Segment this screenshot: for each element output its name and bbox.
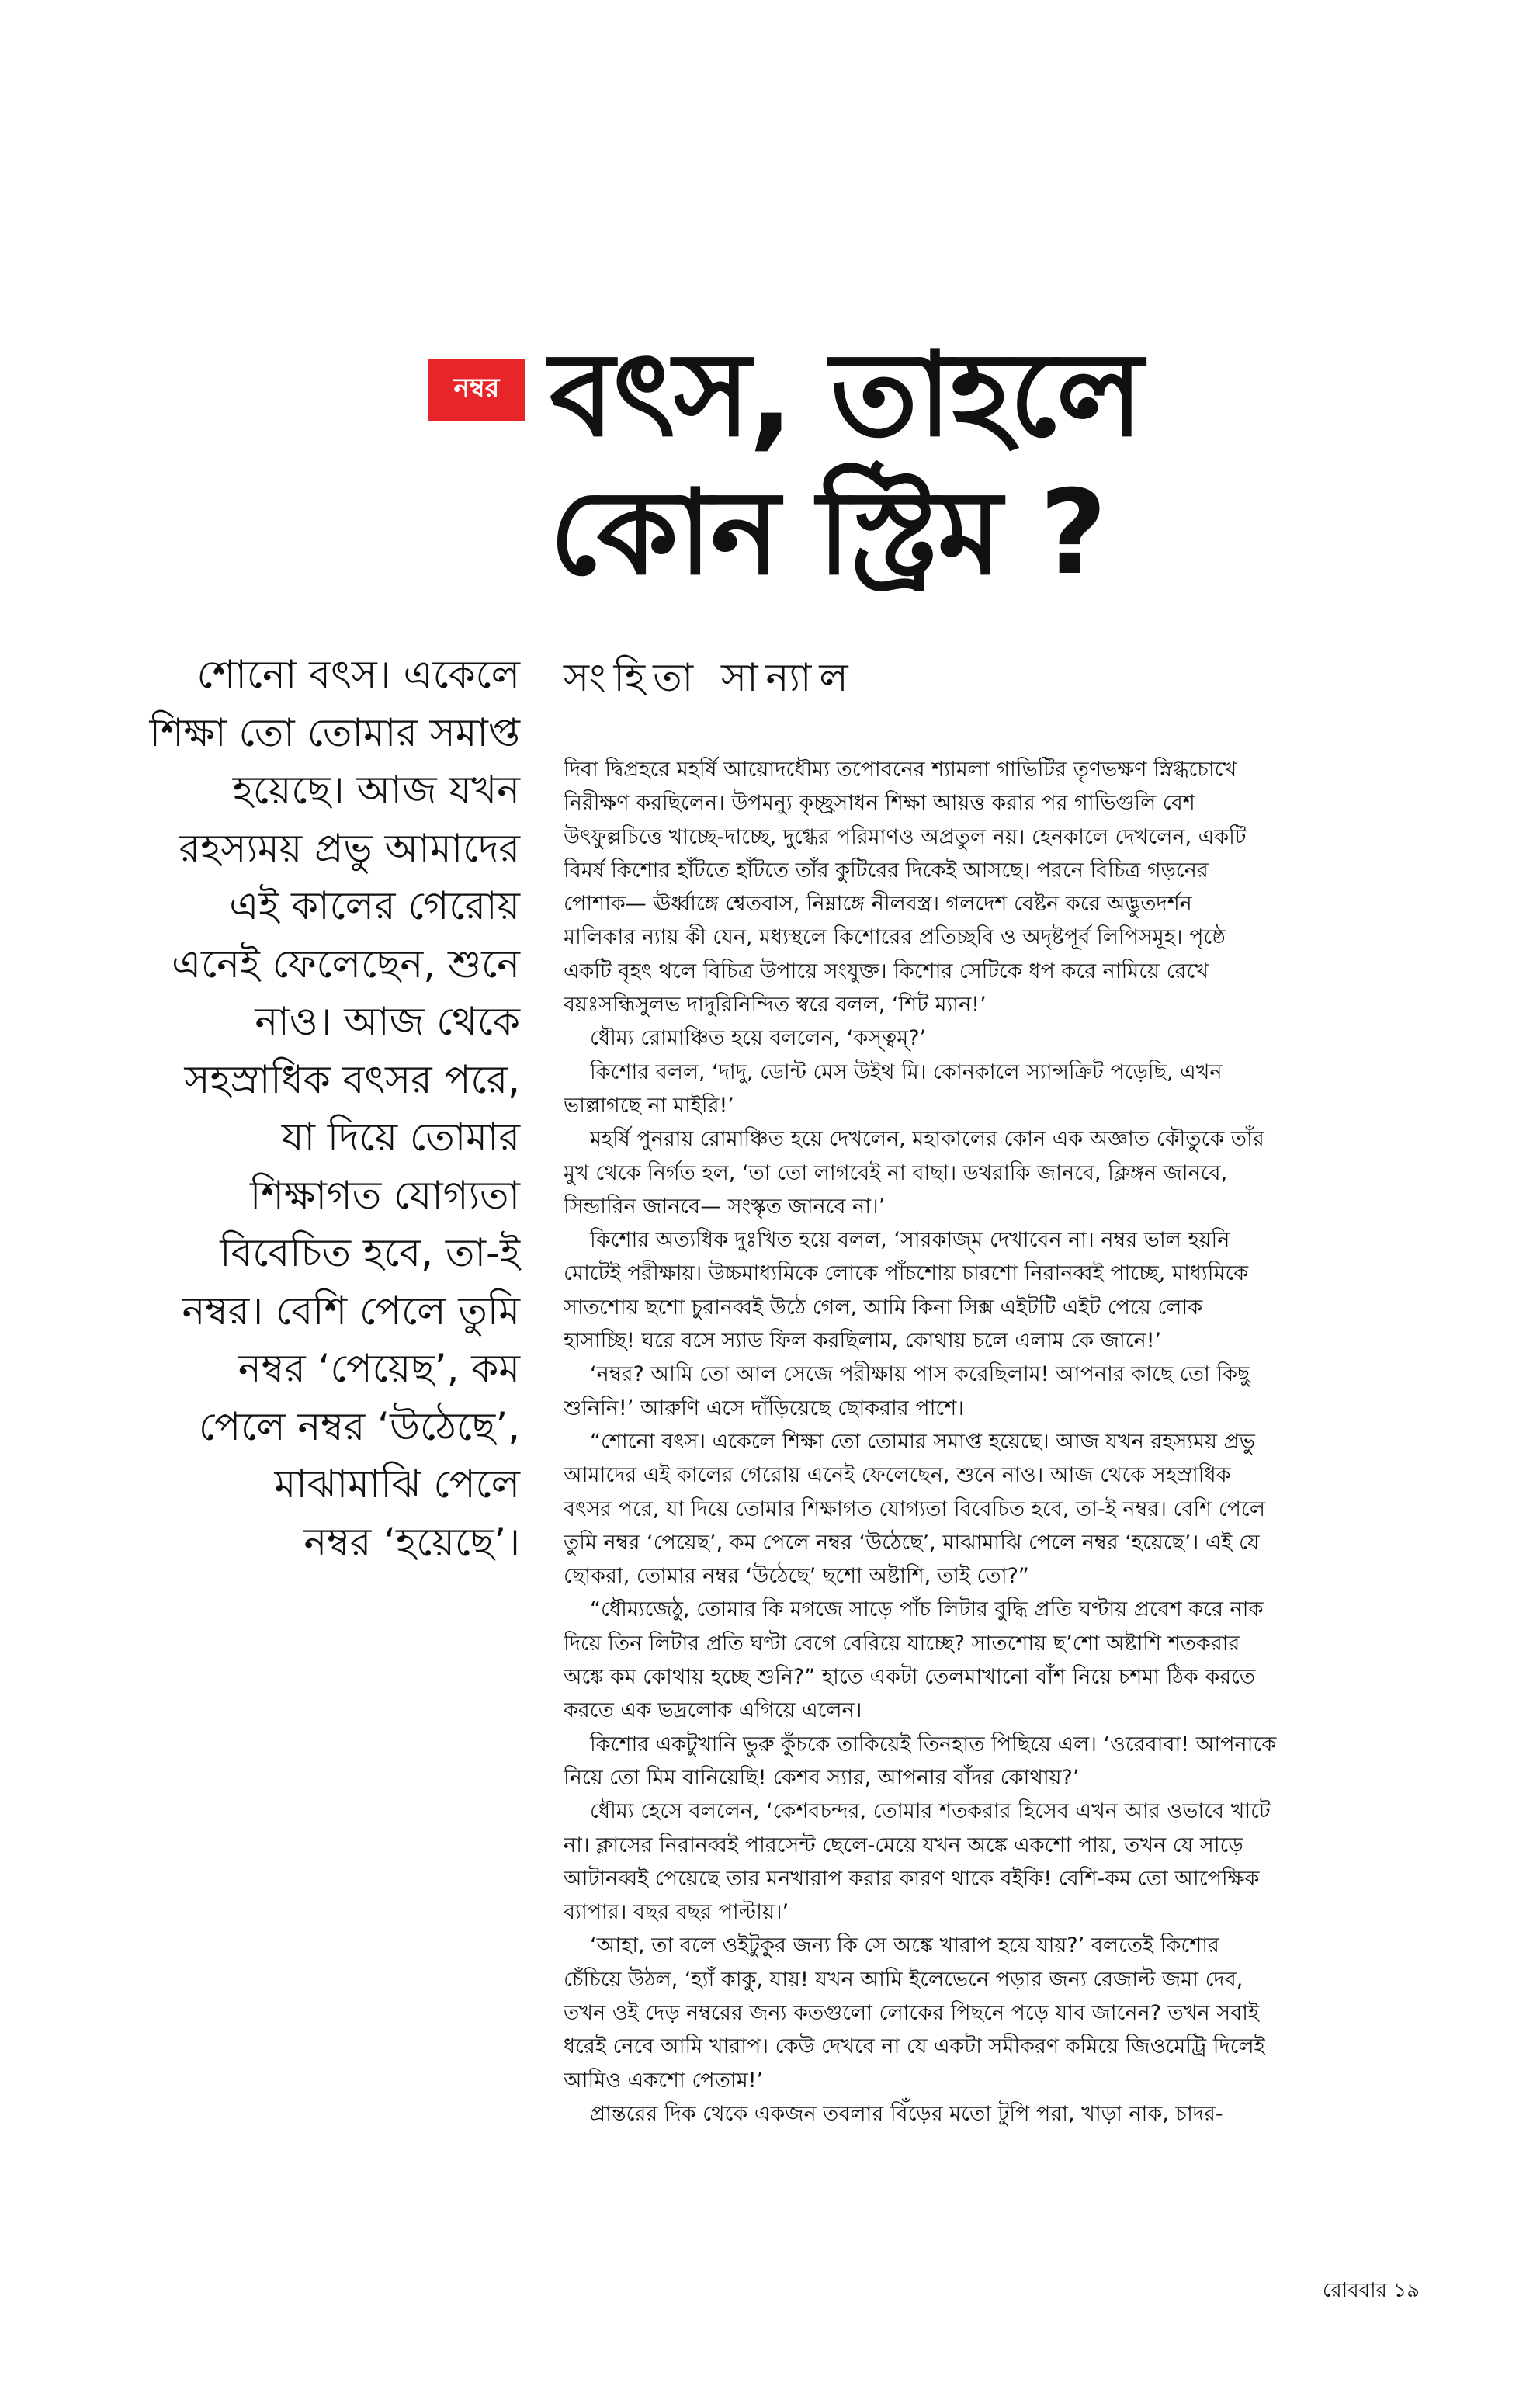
- body-line: নিয়ে তো মিম বানিয়েছি! কেশব স্যার, আপনার বাঁদর কোথায়?’: [564, 1765, 1080, 1790]
- body-line: চেঁচিয়ে উঠল, ‘হ্যাঁ কাকু, যায়! যখন আমি ইলেভেনে পড়ার জন্য রেজাল্ট জমা দেব,: [564, 1967, 1243, 1992]
- body-line: আমাদের এই কালের গেরোয় এনেই ফেলেছেন, শুনে নাও। আজ থেকে সহস্রাধিক: [564, 1463, 1231, 1488]
- body-line: সাতশোয় ছশো চুরানব্বই উঠে গেল, আমি কিনা সিক্স এইটটি এইট পেয়ে লোক: [564, 1295, 1203, 1320]
- body-line: ধৌম্য রোমাঞ্চিত হয়ে বললেন, ‘কস্ত্বম্?’: [590, 1026, 927, 1051]
- body-line: প্রান্তরের দিক থেকে একজন তবলার বিঁড়ের মতো টুপি পরা, খাড়া নাক, চাদর-: [590, 2101, 1223, 2126]
- body-line: মহর্ষি পুনরায় রোমাঞ্চিত হয়ে দেখলেন, মহাকালের কোন এক অজ্ঞাত কৌতুকে তাঁর: [590, 1127, 1264, 1152]
- body-line: মালিকার ন্যায় কী যেন, মধ্যস্থলে কিশোরের প্রতিচ্ছবি ও অদৃষ্টপূর্ব লিপিসমূহ। পৃষ্ঠে: [564, 925, 1226, 950]
- paragraph: [564, 1593, 1379, 1727]
- body-line: হাসাচ্ছি! ঘরে বসে স্যাড ফিল করছিলাম, কোথায় চলে এলাম কে জানে!’: [564, 1329, 1162, 1354]
- pull-quote-line: নাও। আজ থেকে: [255, 999, 520, 1044]
- body-line: ‘নম্বর? আমি তো আল সেজে পরীক্ষায় পাস করেছিলাম! আপনার কাছে তো কিছু: [590, 1362, 1250, 1387]
- body-line: তুমি নম্বর ‘পেয়েছ’, কম পেলে নম্বর ‘উঠেছে’, মাঝামাঝি পেলে নম্বর ‘হয়েছে’। এই যে: [564, 1530, 1260, 1555]
- body-line: আটানব্বই পেয়েছে তার মনখারাপ করার কারণ থাকে বইকি! বেশি-কম তো আপেক্ষিক: [564, 1866, 1260, 1891]
- body-line: ছোকরা, তোমার নম্বর ‘উঠেছে’ ছশো অষ্টাশি, তাই তো?”: [564, 1564, 1029, 1589]
- body-line: ভাল্লাগছে না মাইরি!’: [564, 1093, 734, 1118]
- body-line: কিশোর বলল, ‘দাদু, ডোন্ট মেস উইথ মি। কোনকালে স্যান্সক্রিট পড়েছি, এখন: [590, 1060, 1223, 1084]
- pull-quote-line: সহস্রাধিক বৎসর পরে,: [184, 1056, 520, 1102]
- pull-quote-line: শিক্ষা তো তোমার সমাপ্ত: [149, 709, 520, 755]
- body-line: বৎসর পরে, যা দিয়ে তোমার শিক্ষাগত যোগ্যতা বিবেচিত হবে, তা-ই নম্বর। বেশি পেলে: [564, 1496, 1265, 1521]
- title-line: কোন স্ট্রিম ?: [550, 466, 1106, 601]
- pull-quote-line: শিক্ষাগত যোগ্যতা: [250, 1172, 520, 1218]
- pull-quote-line: পেলে নম্বর ‘উঠেছে’,: [199, 1403, 520, 1449]
- paragraph: [564, 1056, 1379, 1123]
- title-line: বৎস, তাহলে: [550, 328, 1142, 463]
- body-line: একটি বৃহৎ থলে বিচিত্র উপায়ে সংযুক্ত। কিশোর সেটিকে ধপ করে নামিয়ে রেখে: [564, 959, 1209, 983]
- body-line: কিশোর একটুখানি ভুরু কুঁচকে তাকিয়েই তিনহাত পিছিয়ে এল। ‘ওরেবাবা! আপনাকে: [590, 1732, 1277, 1757]
- paragraph: [564, 1795, 1379, 1929]
- body-line: ব্যাপার। বছর বছর পাল্টায়।’: [564, 1900, 789, 1925]
- pull-quote-line: এই কালের গেরোয়: [229, 883, 520, 928]
- body-line: অঙ্কে কম কোথায় হচ্ছে শুনি?” হাতে একটা তেলমাখানো বাঁশ নিয়ে চশমা ঠিক করতে: [564, 1665, 1256, 1690]
- paragraph: [564, 1021, 1379, 1055]
- body-line: দিবা দ্বিপ্রহরে মহর্ষি আয়োদধৌম্য তপোবনের শ্যামলা গাভিটির তৃণভক্ষণ স্নিগ্ধচোখে: [564, 758, 1237, 782]
- paragraph: [564, 1223, 1379, 1358]
- pull-quote-line: বিবেচিত হবে, তা-ই: [220, 1230, 520, 1275]
- paragraph: [564, 1929, 1379, 2096]
- pull-quote-line: নম্বর ‘হয়েছে’।: [303, 1519, 520, 1565]
- pull-quote-line: হয়েছে। আজ যখন: [232, 768, 520, 813]
- pull-quote-line: মাঝামাঝি পেলে: [274, 1462, 520, 1507]
- pull-quote-line: শোনো বৎস। একেলে: [196, 652, 520, 697]
- body-line: শুনিনি!’ আরুণি এসে দাঁড়িয়েছে ছোকরার পাশে।: [564, 1396, 964, 1420]
- paragraph: [564, 753, 1379, 1021]
- body-line: তখন ওই দেড় নম্বরের জন্য কতগুলো লোকের পিছনে পড়ে যাব জানেন? তখন সবাই: [564, 2000, 1259, 2025]
- body-line: ধরেই নেবে আমি খারাপ। কেউ দেখবে না যে একটা সমীকরণ কমিয়ে জিওমেট্রি দিলেই: [564, 2034, 1265, 2059]
- article-title: [550, 326, 1419, 602]
- pull-quote-line: নম্বর। বেশি পেলে তুমি: [182, 1288, 520, 1333]
- body-line: কিশোর অত্যধিক দুঃখিত হয়ে বলল, ‘সারকাজ্‌ম দেখাবেন না। নম্বর ভাল হয়নি: [590, 1228, 1230, 1253]
- page-footer: রোববার ১৯: [1322, 2279, 1420, 2302]
- body-line: বিমর্ষ কিশোর হাঁটতে হাঁটতে তাঁর কুটিরের দিকেই আসছে। পরনে বিচিত্র গড়নের: [564, 858, 1209, 883]
- paragraph: [564, 1425, 1379, 1593]
- body-line: সিন্ডারিন জানবে— সংস্কৃত জানবে না।’: [564, 1194, 886, 1219]
- body-line: মোটেই পরীক্ষায়। উচ্চমাধ্যমিকে লোকে পাঁচশোয় চারশো নিরানব্বই পাচ্ছে, মাধ্যমিকে: [564, 1261, 1249, 1286]
- section-tag: নম্বর: [428, 359, 525, 421]
- pull-quote-line: রহস্যময় প্রভু আমাদের: [179, 825, 520, 871]
- body-line: ধৌম্য হেসে বললেন, ‘কেশবচন্দর, তোমার শতকরার হিসেব এখন আর ওভাবে খাটে: [590, 1799, 1271, 1824]
- body-line: দিয়ে তিন লিটার প্রতি ঘণ্টা বেগে বেরিয়ে যাচ্ছে? সাতশোয় ছ’শো অষ্টাশি শতকরার: [564, 1631, 1240, 1656]
- pull-quote: [132, 646, 520, 1571]
- body-line: পোশাক— ঊর্ধ্বাঙ্গে শ্বেতবাস, নিম্নাঙ্গে নীলবস্ত্র। গলদেশ বেষ্টন করে অদ্ভুতদর্শন: [564, 892, 1192, 917]
- body-line: আমিও একশো পেতাম!’: [564, 2068, 764, 2093]
- body-line: ‘আহা, তা বলে ওইটুকুর জন্য কি সে অঙ্কে খারাপ হয়ে যায়?’ বলতেই কিশোর: [590, 1933, 1219, 1958]
- body-line: নিরীক্ষণ করছিলেন। উপমন্যু কৃচ্ছ্রসাধন শিক্ষা আয়ত্ত করার পর গাভিগুলি বেশ: [564, 791, 1195, 816]
- body-line: উৎফুল্লচিত্তে খাচ্ছে-দাচ্ছে, দুগ্ধের পরিমাণও অপ্রতুল নয়। হেনকালে দেখলেন, একটি: [564, 824, 1247, 849]
- body-line: না। ক্লাসের নিরানব্বই পারসেন্ট ছেলে-মেয়ে যখন অঙ্কে একশো পায়, তখন যে সাড়ে: [564, 1833, 1243, 1857]
- paragraph: [564, 1358, 1379, 1425]
- body-line: “ধৌম্যজেঠু, তোমার কি মগজে সাড়ে পাঁচ লিটার বুদ্ধি প্রতি ঘণ্টায় প্রবেশ করে নাক: [590, 1597, 1264, 1622]
- pull-quote-line: নম্বর ‘পেয়েছ’, কম: [238, 1346, 520, 1391]
- body-line: “শোনো বৎস। একেলে শিক্ষা তো তোমার সমাপ্ত হয়েছে। আজ যখন রহস্যময় প্রভু: [590, 1429, 1255, 1454]
- pull-quote-line: এনেই ফেলেছেন, শুনে: [171, 941, 520, 987]
- body-line: বয়ঃসন্ধিসুলভ দাদুরিনিন্দিত স্বরে বলল, ‘শিট ম্যান!’: [564, 993, 987, 1018]
- author-byline: সংহিতা সান্যাল: [564, 655, 856, 700]
- pull-quote-line: যা দিয়ে তোমার: [281, 1115, 520, 1160]
- paragraph: [564, 1122, 1379, 1223]
- article-body: [564, 753, 1379, 2131]
- body-line: করতে এক ভদ্রলোক এগিয়ে এলেন।: [564, 1698, 862, 1723]
- paragraph: [564, 1728, 1379, 1795]
- body-line: মুখ থেকে নির্গত হল, ‘তা তো লাগবেই না বাছা। ডথরাকি জানবে, ক্লিঙ্গন জানবে,: [564, 1160, 1228, 1185]
- paragraph: [564, 2097, 1379, 2131]
